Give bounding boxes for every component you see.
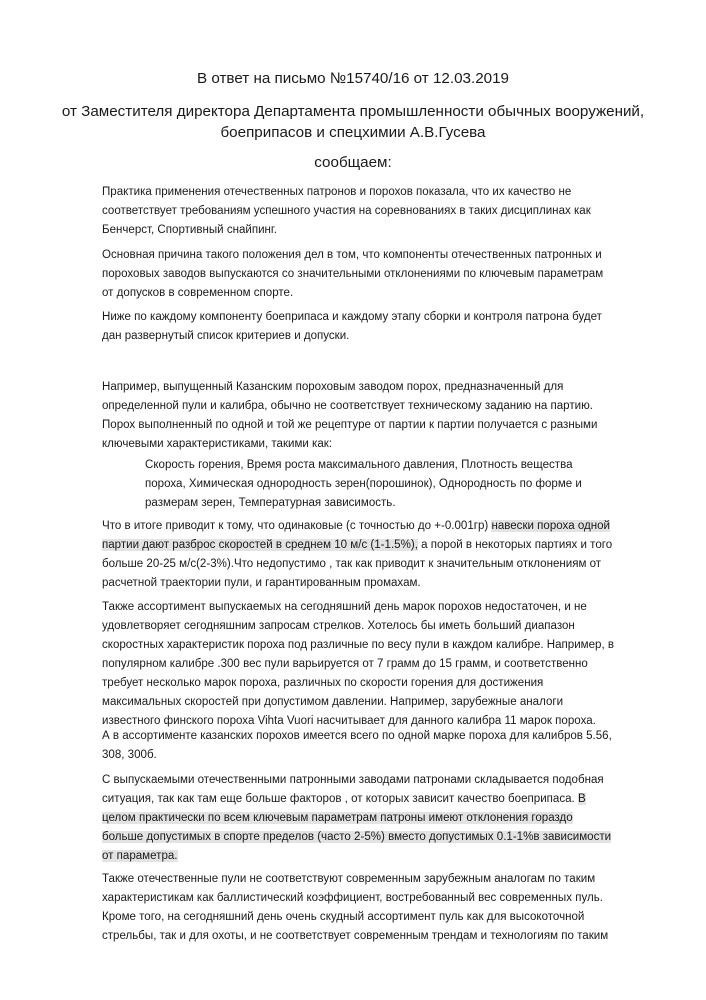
announce-heading: сообщаем: [314,154,392,171]
paragraph-kazan-powder: Например, выпущенный Казанским пороховым заводом порох, предназначенный для определенной пули и калибра, обычно не соответствует техническому заданию на партию. Порох выполненный по одной и той же рецептуре от партии к партии получается с разными ключевыми характеристиками, такими как: [102,381,598,450]
paragraph-velocity-spread [102,517,614,593]
paragraph-practice: Практика применения отечественных патронов и порохов показала, что их качество не соответствует требованиям успешного участия на соревнованиях в таких дисциплинах как Бенчерст, Спортивный снайпинг. [102,186,591,236]
paragraph-assortment: Также ассортимент выпускаемых на сегодняшний день марок порохов недостаточен, и не удовлетворяет сегодняшним запросам стрелков. Хотелось бы иметь больший диапазон скоростных характеристик пороха под различные по весу пули в каждом калибре. Например, в популярном калибре .300 вес пули варьируется от 7 грамм до 15 грамм, и соответственно требует несколько марок пороха, различных по скорости горения для достижения максимальных скоростей при допустимом давлении. Например, зарубежные аналоги известного финского пороха Vihta Vuori насчитывает для данного калибра 11 марок пороха. [102,601,615,727]
paragraph-characteristics-list: Скорость горения, Время роста максимального давления, Плотность вещества пороха, Химическая однородность зерен(порошинок), Однородность по форме и размерам зерен, Температурная зависимость. [145,459,582,509]
cartridges-highlight: В целом практически по всем ключевым параметрам патроны имеют отклонения гораздо больше допустимых в спорте пределов (часто 2-5%) вместо допустимых 0.1-1%в зависимости от параметра. [102,793,612,862]
paragraph-cartridges [102,771,614,866]
paragraph-kazan-assortment: А в ассортименте казанских порохов имеется всего по одной марке пороха для калибров 5.56, 308, 300б. [102,730,612,761]
letter-reference-heading: В ответ на письмо №15740/16 от 12.03.2019 [197,70,509,87]
velocity-highlight: навески пороха одной партии дают разброс скоростей в среднем 10 м/с (1-1.5%), [102,520,610,551]
cartridges-text-start: С выпускаемыми отечественными патронными заводами патронами складывается подобная ситуация, так как там еще больше факторов , от которых зависит качество боеприпаса. [102,774,604,805]
sender-heading: от Заместителя директора Департамента промышленности обычных вооружений, боеприпасов и спецхимии А.В.Гусева [61,103,645,141]
paragraph-criteria-intro: Ниже по каждому компоненту боеприпаса и каждому этапу сборки и контроля патрона будет дан развернутый список критериев и допуски. [102,311,602,342]
paragraph-main-reason: Основная причина такого положения дел в том, что компоненты отечественных патронных и пороховых заводов выпускаются со значительными отклонениями по ключевым параметрам от допусков в современном спорте. [102,249,604,299]
paragraph-bullets: Также отечественные пули не соответствуют современным зарубежным аналогам по таким характеристикам как баллистический коэффициент, востребованный вес современных пуль. Кроме того, на сегодняшний день очень скудный ассортимент пуль как для высокоточной стрельбы, так и для охоты, и не соответствует современным трендам и технологиям по таким [102,873,609,942]
velocity-text-end: а порой в некоторых партиях и того больше 20-25 м/с(2-3%).Что недопустимо , так как приводит к значительным отклонениям от расчетной траектории пули, и гарантированным промахам. [102,539,613,589]
velocity-text-start: Что в итоге приводит к тому, что одинаковые (с точностью до +-0.001гр) [102,520,492,532]
